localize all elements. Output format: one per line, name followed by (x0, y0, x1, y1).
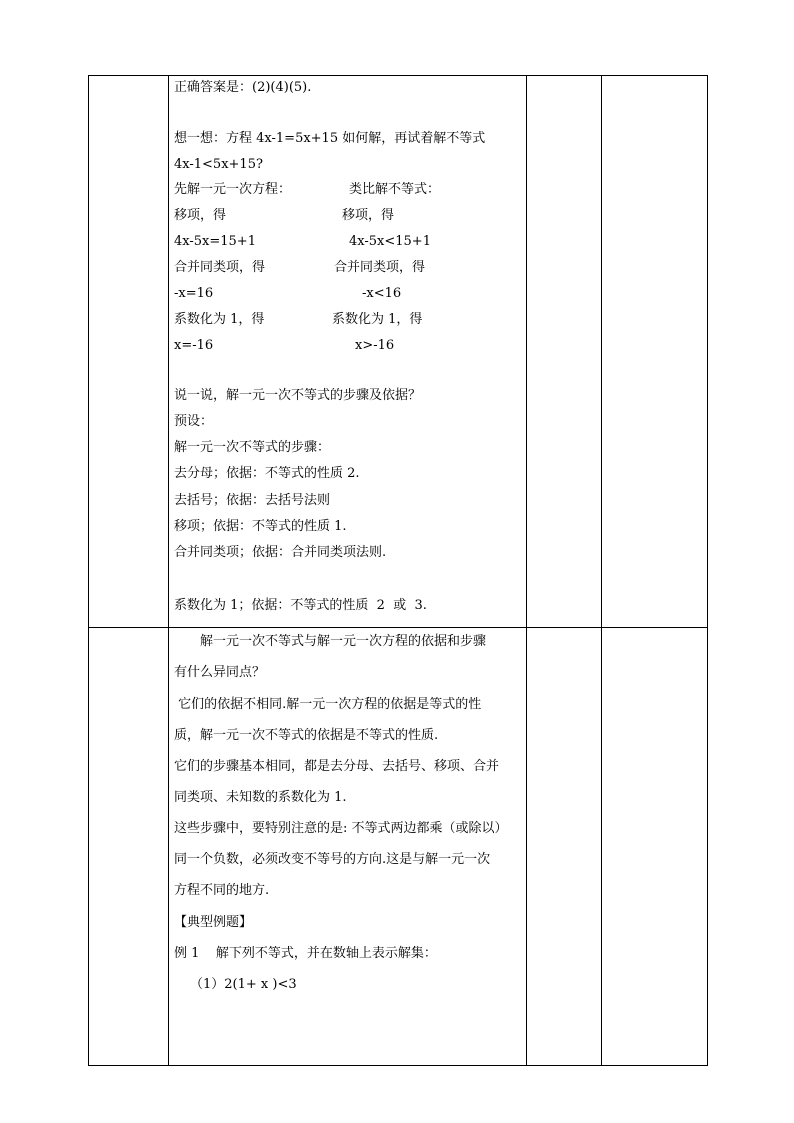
step-row (174, 260, 426, 276)
paragraph-line: 它们的步骤基本相同，都是去分母、去括号、移项、合并 (174, 759, 500, 774)
table-row (89, 628, 708, 1066)
paragraph-line: 同类项、未知数的系数化为 1. (174, 790, 347, 805)
paragraph-line: 质，解一元一次不等式的依据是不等式的性质. (174, 728, 439, 743)
table-row (89, 76, 708, 628)
inequality-step: 系数化为 1，得 (332, 312, 423, 327)
steps-title: 解一元一次不等式的步骤： (174, 440, 331, 455)
equation-step: x=-16 (174, 338, 214, 353)
paragraph-line: 它们的依据不相同.解一元一次方程的依据是等式的性 (174, 697, 482, 712)
inequality-step: 合并同类项，得 (334, 260, 426, 275)
example-heading: 例 1 解下列不等式，并在数轴上表示解集： (174, 946, 437, 961)
table-cell-empty (527, 76, 602, 628)
content-cell (169, 76, 527, 628)
paragraph-line: 方程不同的地方. (174, 883, 270, 898)
step-row (174, 182, 441, 198)
inequality-step: 4x-5x<15+1 (349, 234, 431, 249)
rule-line: 去括号；依据：去括号法则 (174, 493, 331, 508)
step-row (174, 234, 431, 250)
table-cell-empty (602, 628, 708, 1066)
say-question: 说一说，解一元一次不等式的步骤及依据？ (174, 388, 422, 403)
section-heading: 【典型例题】 (174, 915, 253, 930)
rule-line: 移项；依据：不等式的性质 1. (174, 519, 347, 534)
equation-step: 移项，得 (174, 208, 227, 223)
equation-step: -x=16 (174, 286, 214, 301)
table-cell-empty (89, 628, 169, 1066)
rule-line: 系数化为 1；依据：不等式的性质 2 或 3. (174, 598, 427, 613)
inequality-step: 移项，得 (342, 208, 395, 223)
table-cell-empty (89, 76, 169, 628)
table-cell-empty (527, 628, 602, 1066)
content-cell (169, 628, 527, 1066)
think-line: 4x-1<5x+15? (174, 157, 263, 172)
step-row (174, 312, 423, 328)
rule-line: 合并同类项；依据：合并同类项法则. (174, 545, 387, 560)
example-problem: （1）2(1+ x )<3 (190, 977, 297, 992)
paragraph-line: 这些步骤中，要特别注意的是: 不等式两边都乘（或除以） (174, 821, 508, 836)
equation-step: 系数化为 1，得 (174, 312, 265, 327)
step-row (174, 208, 395, 224)
step-row (174, 286, 402, 302)
step-row (174, 338, 395, 354)
equation-step: 4x-5x=15+1 (174, 234, 256, 249)
inequality-step: x>-16 (355, 338, 395, 353)
equation-step: 合并同类项，得 (174, 260, 266, 275)
preset-label: 预设： (174, 414, 214, 429)
think-line: 想一想：方程 4x-1=5x+15 如何解，再试着解不等式 (174, 131, 486, 146)
paragraph-line: 同一个负数，必须改变不等号的方向.这是与解一元一次 (174, 852, 491, 867)
paragraph-line: 有什么异同点？ (174, 665, 266, 680)
rule-line: 去分母；依据：不等式的性质 2. (174, 466, 360, 481)
correct-answer-line: 正确答案是：(2)(4)(5). (174, 80, 312, 95)
equation-step: 先解一元一次方程： (174, 182, 292, 197)
lesson-plan-table (88, 75, 708, 1066)
paragraph-line: 解一元一次不等式与解一元一次方程的依据和步骤 (200, 634, 487, 649)
table-cell-empty (602, 76, 708, 628)
inequality-step: 类比解不等式： (349, 182, 441, 197)
inequality-step: -x<16 (362, 286, 402, 301)
